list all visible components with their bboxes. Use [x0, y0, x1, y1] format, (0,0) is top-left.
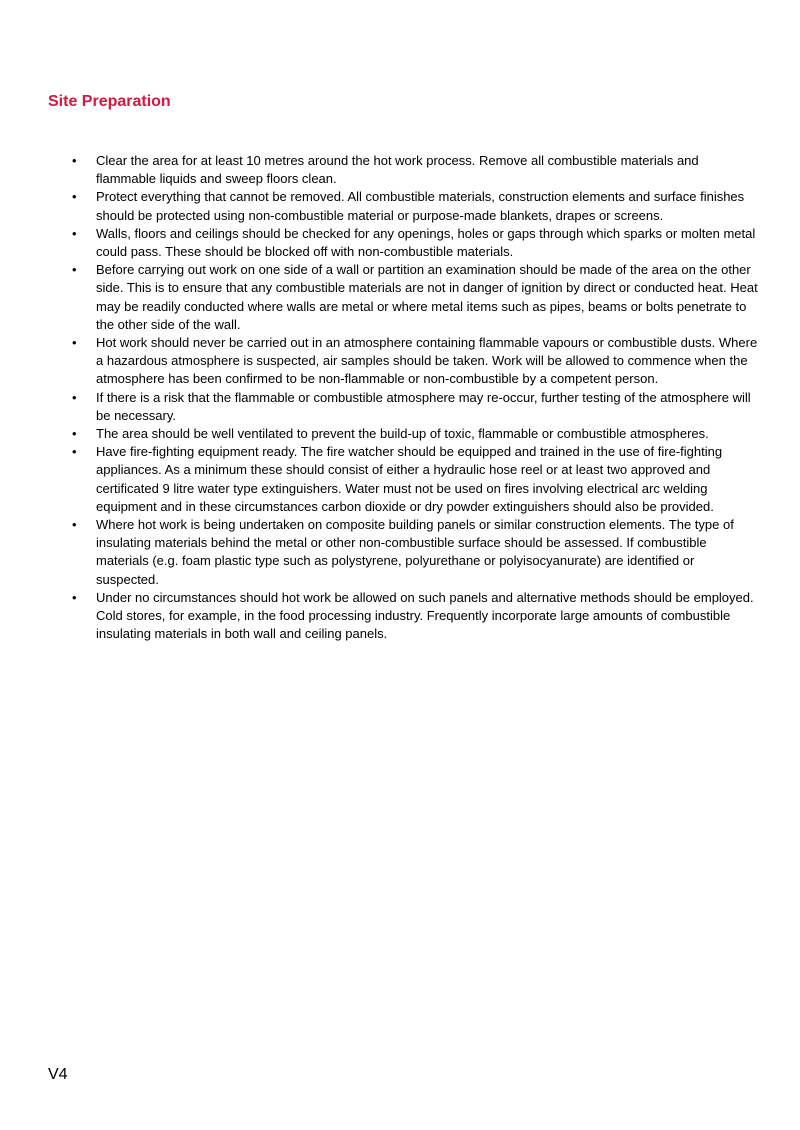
list-item [68, 443, 758, 516]
list-item [68, 334, 758, 389]
list-item [68, 188, 758, 224]
list-item-text: Have fire-fighting equipment ready. The fire watcher should be equipped and trained in the use of fire-fighting appliances. As a minimum these should consist of either a hydraulic hose reel or at least two approved and certificated 9 litre water type extinguishers. Water must not be used on fires involving electrical arc welding equipment and in these circumstances carbon dioxide or dry powder extinguishers should also be provided. [96, 444, 723, 514]
list-item [68, 261, 758, 334]
bullet-icon: • [72, 517, 77, 533]
list-item-text: The area should be well ventilated to prevent the build-up of toxic, flammable or combustible atmospheres. [96, 426, 709, 442]
list-item-text: Protect everything that cannot be removed. All combustible materials, construction elements and surface finishes should be protected using non-combustible material or purpose-made blankets, drapes or screens. [96, 189, 745, 223]
section-title: Site Preparation [48, 93, 171, 110]
list-item [68, 589, 758, 644]
list-item-text: Walls, floors and ceilings should be checked for any openings, holes or gaps through which sparks or molten metal could pass. These should be blocked off with non-combustible materials. [96, 225, 756, 260]
list-item-text: Before carrying out work on one side of a wall or partition an examination should be made of the area on the other side. This is to ensure that any combustible materials are not in danger of ignition by direct or conducted heat. Heat may be readily conducted where walls are metal or where metal items such as pipes, beams or bolts penetrate to the other side of the wall. [96, 262, 758, 332]
list-item-text: Under no circumstances should hot work be allowed on such panels and alternative methods should be employed. Cold stores, for example, in the food processing industry. Frequently incorporate large amounts of combustible insulating materials in both wall and ceiling panels. [96, 589, 754, 642]
bullet-icon: • [72, 444, 77, 460]
list-item-text: Where hot work is being undertaken on composite building panels or similar construction elements. The type of insulating materials behind the metal or other non-combustible surface should be assessed. If combustible materials (e.g. foam plastic type such as polystyrene, polyurethane or polyisocyanurate) are identified or suspected. [96, 517, 734, 587]
bullet-icon: • [72, 426, 77, 442]
bullet-icon: • [72, 589, 77, 605]
list-item [68, 425, 758, 443]
bullet-list [68, 152, 758, 643]
list-item-text: If there is a risk that the flammable or combustible atmosphere may re-occur, further testing of the atmosphere will be necessary. [96, 389, 751, 423]
list-item-text: Hot work should never be carried out in an atmosphere containing flammable vapours or combustible dusts. Where a hazardous atmosphere is suspected, air samples should be taken. Work will be allowed to commence when the atmosphere has been confirmed to be non-flammable or non-combustible by a competent person. [96, 335, 758, 387]
list-item [68, 225, 758, 261]
bullet-icon: • [72, 225, 77, 241]
list-item-text: Clear the area for at least 10 metres around the hot work process. Remove all combustible materials and flammable liquids and sweep floors clean. [96, 153, 699, 187]
list-item [68, 516, 758, 589]
bullet-icon: • [72, 262, 77, 278]
bullet-icon: • [72, 153, 77, 168]
footer-version: V4 [48, 1066, 68, 1083]
list-item [68, 152, 758, 188]
bullet-icon: • [72, 389, 77, 405]
list-item [68, 389, 758, 425]
bullet-icon: • [72, 189, 77, 205]
bullet-icon: • [72, 335, 77, 351]
